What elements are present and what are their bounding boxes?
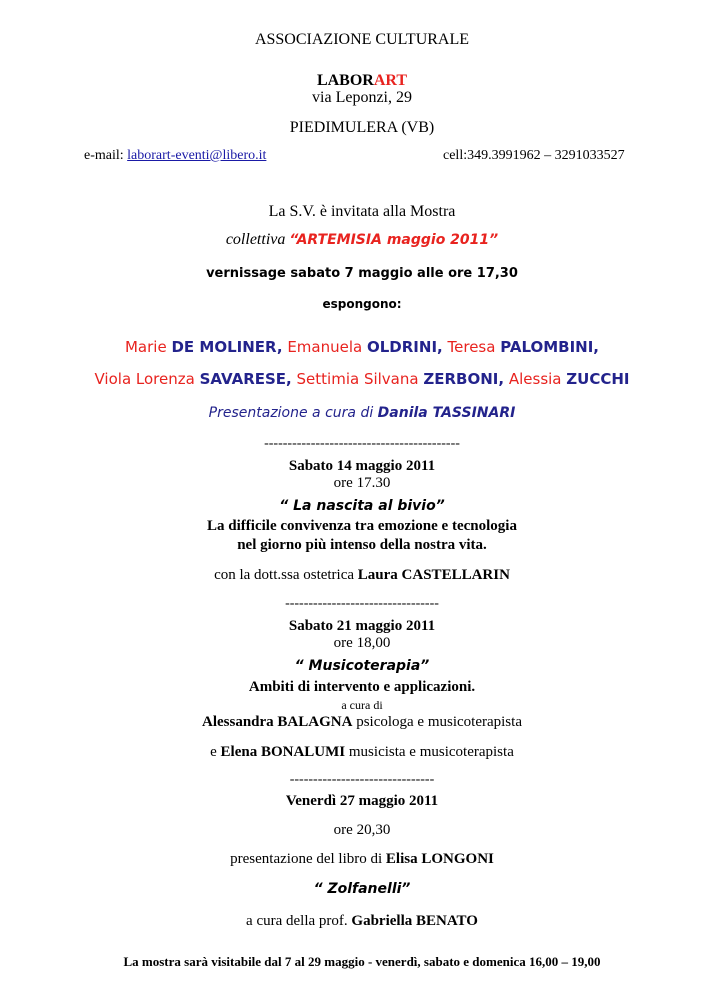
event2-title: “ Musicoterapia” — [294, 658, 430, 674]
brand-logo — [0, 73, 724, 89]
street-address: via Leponzi, 29 — [312, 89, 412, 106]
artist-last: ZUCCHI — [566, 370, 630, 388]
artists-row-2 — [0, 372, 724, 387]
event3-cura — [0, 914, 724, 929]
event2-cura: a cura di — [341, 698, 383, 712]
event3-time: ore 20,30 — [333, 822, 391, 838]
event3-book-title: “ Zolfanelli” — [313, 881, 411, 897]
artist-separator: , — [286, 370, 292, 388]
event1-date: Sabato 14 maggio 2011 — [288, 458, 436, 474]
event3-cura-name: Gabriella BENATO — [351, 913, 478, 929]
presentation-name: Danila TASSINARI — [377, 405, 516, 421]
artist-first: Alessia — [508, 370, 562, 388]
event2-person1-name: Alessandra BALAGNA — [202, 714, 353, 730]
presentation-line — [0, 406, 724, 420]
exhibition-title-line — [0, 232, 724, 248]
event3-book-author: Elisa LONGONI — [385, 851, 494, 867]
artist-separator: , — [437, 338, 443, 356]
event2-person2-name: Elena BONALUMI — [220, 744, 346, 760]
event1-with — [0, 568, 724, 583]
org-name: ASSOCIAZIONE CULTURALE — [254, 31, 470, 48]
artist-separator: , — [593, 338, 599, 356]
cell-number: cell:349.3991962 – 3291033527 — [443, 148, 625, 163]
separator: ------------------------------- — [289, 772, 435, 787]
event3-book-prefix: presentazione del libro di — [230, 851, 383, 867]
separator: --------------------------------- — [285, 596, 439, 611]
separator: ------------------------------------------ — [264, 436, 460, 451]
event3-book — [0, 852, 724, 867]
collettiva-label: collettiva — [225, 231, 286, 248]
brand-black: LABOR — [316, 72, 374, 89]
event2-person1-role: psicologa e musicoterapista — [356, 714, 522, 730]
artist-first: Teresa — [447, 338, 496, 356]
artist-last: OLDRINI — [367, 338, 438, 356]
footer-note: La mostra sarà visitabile dal 7 al 29 maggio - venerdì, sabato e domenica 16,00 – 19,00 — [123, 954, 601, 969]
artist-last: PALOMBINI — [500, 338, 594, 356]
event2-person2-prefix: e — [210, 744, 217, 760]
exhibition-title: “ARTEMISIA maggio 2011” — [289, 232, 499, 248]
event1-time: ore 17.30 — [333, 475, 391, 491]
event2-person2-role: musicista e musicoterapista — [348, 744, 514, 760]
vernissage: vernissage sabato 7 maggio alle ore 17,30 — [206, 266, 518, 281]
invite-line: La S.V. è invitata alla Mostra — [268, 203, 456, 220]
event2-person-1 — [0, 715, 724, 730]
event2-desc: Ambiti di intervento e applicazioni. — [248, 679, 476, 695]
artist-last: ZERBONI — [423, 370, 499, 388]
event2-time: ore 18,00 — [333, 635, 391, 651]
artists-row-1 — [0, 340, 724, 355]
artist-first: Marie — [124, 338, 167, 356]
email-link[interactable]: laborart-eventi@libero.it — [127, 148, 267, 163]
event1-with-name: Laura CASTELLARIN — [357, 567, 510, 583]
event2-date: Sabato 21 maggio 2011 — [288, 618, 436, 634]
presentation-prefix: Presentazione a cura di — [208, 405, 374, 421]
artist-last: DE MOLINER — [171, 338, 277, 356]
event1-desc-2: nel giorno più intenso della nostra vita. — [237, 537, 487, 553]
artist-first: Viola Lorenza — [94, 370, 195, 388]
event3-date: Venerdì 27 maggio 2011 — [285, 793, 439, 809]
espongono-label: espongono: — [322, 297, 402, 311]
event2-person-2 — [0, 745, 724, 760]
email-line — [84, 148, 266, 164]
city: PIEDIMULERA (VB) — [289, 119, 435, 136]
event1-title: “ La nascita al bivio” — [279, 498, 445, 514]
artist-separator: , — [498, 370, 505, 388]
artist-last: SAVARESE — [199, 370, 287, 388]
event3-cura-prefix: a cura della prof. — [246, 913, 348, 929]
event1-desc-1: La difficile convivenza tra emozione e tecnologia — [207, 518, 517, 534]
artist-first: Settimia Silvana — [296, 370, 419, 388]
email-label: e-mail: — [84, 148, 124, 163]
brand-red: ART — [373, 72, 408, 89]
event1-with-prefix: con la dott.ssa ostetrica — [214, 567, 355, 583]
artist-separator: , — [276, 338, 283, 356]
artist-first: Emanuela — [287, 338, 363, 356]
